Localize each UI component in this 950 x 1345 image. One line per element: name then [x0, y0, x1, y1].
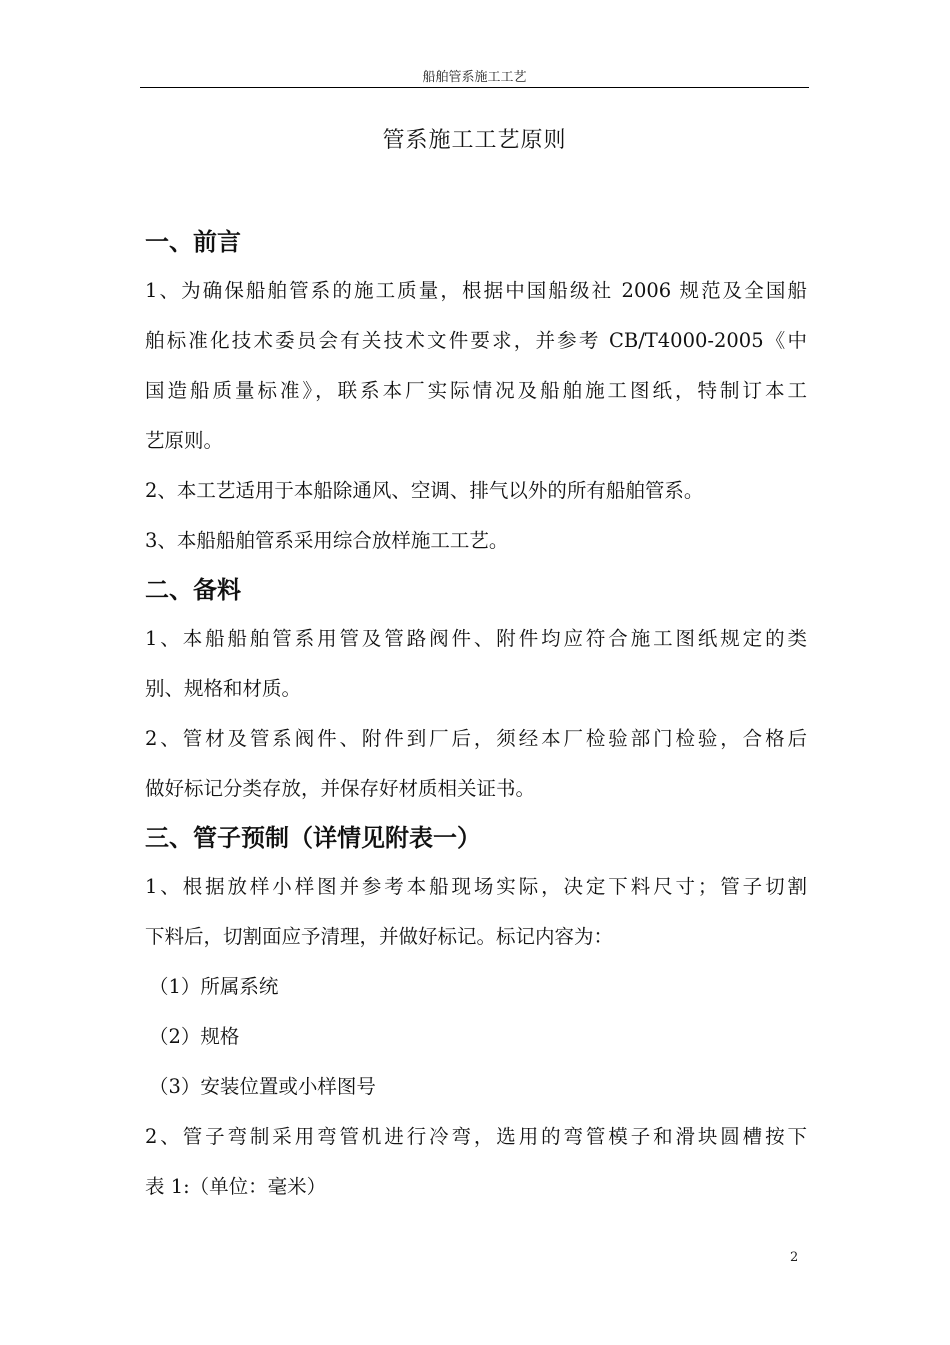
page-number: 2: [790, 1250, 799, 1265]
running-header: 船舶管系施工工艺: [422, 70, 527, 85]
paragraph-line: 别、规格和材质。: [145, 677, 302, 700]
paragraph: [145, 266, 807, 466]
paragraph-line: 1、为确保船舶管系的施工质量，根据中国船级社 2006 规范及全国船: [145, 279, 807, 302]
section-heading-preface: 一、前言: [145, 228, 241, 256]
paragraph-line: 舶标准化技术委员会有关技术文件要求，并参考 CB/T4000-2005《中: [145, 329, 807, 352]
paragraph-line: 下料后，切割面应予清理，并做好标记。标记内容为：: [145, 925, 614, 948]
list-item: （1）所属系统: [149, 975, 279, 998]
document-title: 管系施工工艺原则: [382, 128, 567, 153]
paragraph-line: 2、管子弯制采用弯管机进行冷弯，选用的弯管模子和滑块圆槽按下: [145, 1125, 807, 1148]
paragraph-line: 国造船质量标准》，联系本厂实际情况及船舶施工图纸，特制订本工: [145, 379, 807, 402]
paragraph-line: 艺原则。: [145, 429, 224, 452]
document-body: [145, 218, 807, 1212]
paragraph-line: 表 1:（单位：毫米）: [145, 1175, 327, 1198]
section-heading-pipe-prefab: 三、管子预制（详情见附表一）: [145, 824, 481, 852]
paragraph: [145, 1112, 807, 1212]
list-item: （3）安装位置或小样图号: [149, 1075, 376, 1098]
paragraph: [145, 714, 807, 814]
paragraph-line: 1、根据放样小样图并参考本船现场实际，决定下料尺寸；管子切割: [145, 875, 807, 898]
paragraph-line: 2、本工艺适用于本船除通风、空调、排气以外的所有船舶管系。: [145, 479, 704, 502]
paragraph-line: 1、本船船舶管系用管及管路阀件、附件均应符合施工图纸规定的类: [145, 627, 807, 650]
paragraph-line: 2、管材及管系阀件、附件到厂后，须经本厂检验部门检验，合格后: [145, 727, 807, 750]
section-heading-materials: 二、备料: [145, 576, 241, 604]
list-item: （2）规格: [149, 1025, 240, 1048]
paragraph: [145, 614, 807, 714]
paragraph-line: 3、本船船舶管系采用综合放样施工工艺。: [145, 529, 509, 552]
paragraph: [145, 516, 807, 566]
header-rule: [140, 87, 809, 88]
paragraph-line: 做好标记分类存放，并保存好材质相关证书。: [145, 777, 536, 800]
paragraph: [145, 862, 807, 962]
paragraph: [145, 466, 807, 516]
